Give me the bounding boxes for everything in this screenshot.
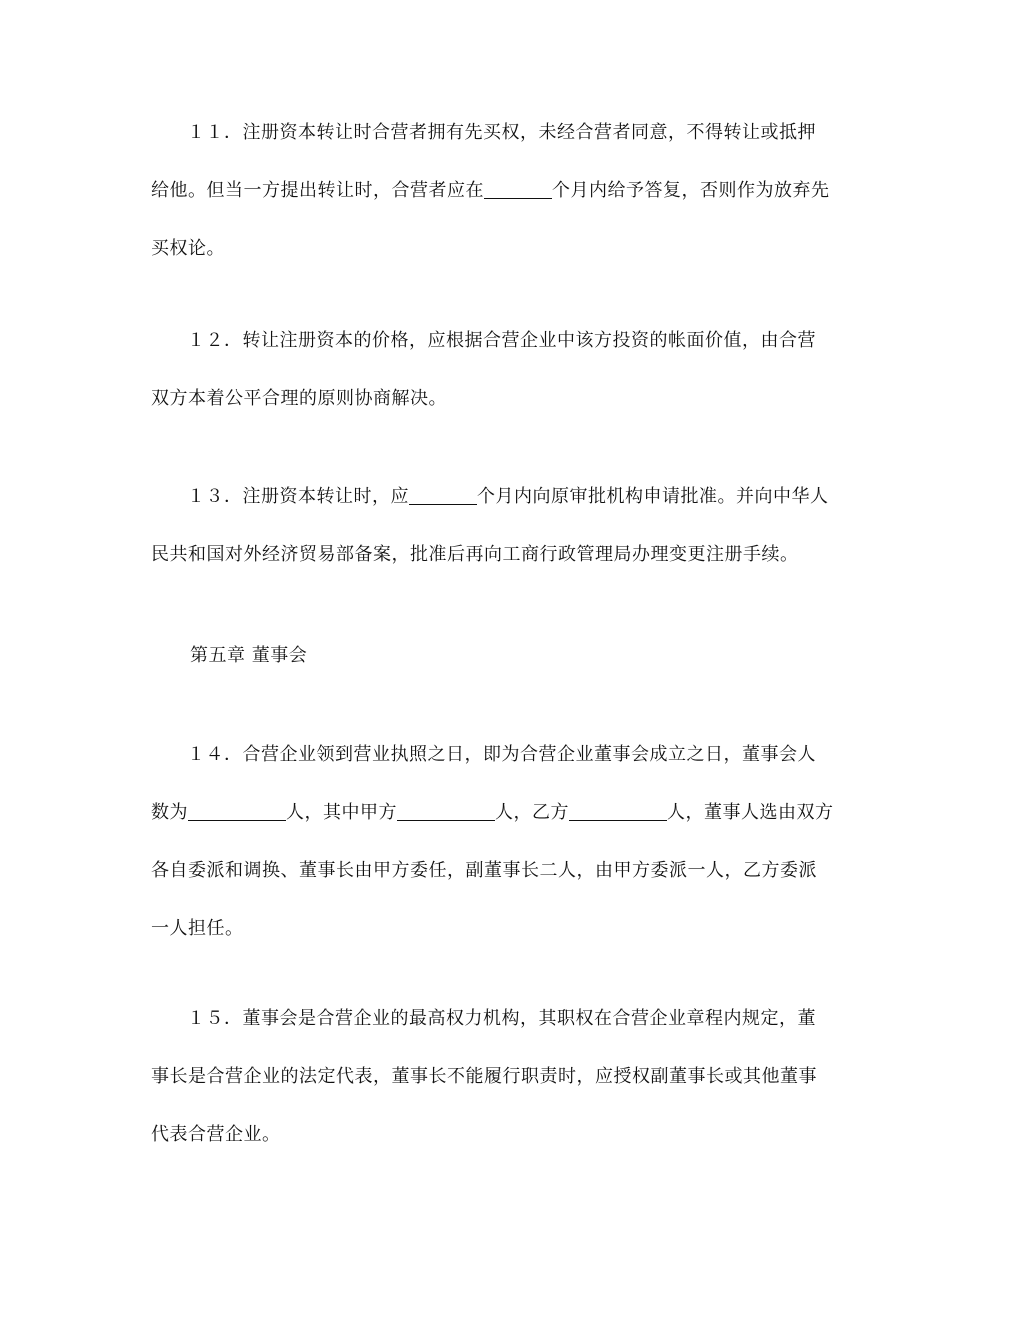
article-11-line-3: 买权论。 — [151, 238, 225, 259]
article-11-line-2-text-a: 给他。但当一方提出转让时，合营者应在 — [151, 180, 484, 201]
fill-in-blank-total-directors — [188, 802, 286, 821]
article-14-line-2-text-b: 人，其中甲方 — [286, 802, 397, 823]
article-14-line-2-text-d: 人，董事人选由双方 — [667, 802, 834, 823]
article-15-line-3: 代表合营企业。 — [151, 1124, 281, 1145]
article-14-line-2 — [151, 784, 881, 842]
article-13-line-1 — [151, 468, 881, 526]
article-15-line-2: 事长是合营企业的法定代表，董事长不能履行职责时，应授权副董事长或其他董事 — [151, 1066, 817, 1087]
fill-in-blank-months — [409, 486, 477, 505]
article-12 — [151, 312, 881, 428]
article-11-line-1: １１．注册资本转让时合营者拥有先买权，未经合营者同意，不得转让或抵押 — [187, 122, 816, 143]
chapter-heading: 第五章 董事会 — [190, 645, 308, 666]
article-11-line-2 — [151, 162, 881, 220]
article-14-line-2-text-c: 人，乙方 — [495, 802, 569, 823]
article-15 — [151, 990, 881, 1164]
article-12-line-1: １２．转让注册资本的价格，应根据合营企业中该方投资的帐面价值，由合营 — [187, 330, 816, 351]
article-13 — [151, 468, 881, 584]
fill-in-blank-party-a-directors — [397, 802, 495, 821]
fill-in-blank-months — [484, 180, 552, 199]
article-11-line-2-text-b: 个月内给予答复，否则作为放弃先 — [552, 180, 830, 201]
article-14 — [151, 726, 881, 958]
article-13-line-2: 民共和国对外经济贸易部备案，批准后再向工商行政管理局办理变更注册手续。 — [151, 544, 799, 565]
article-14-line-2-text-a: 数为 — [151, 802, 188, 823]
article-14-line-3: 各自委派和调换、董事长由甲方委任，副董事长二人，由甲方委派一人，乙方委派 — [151, 860, 817, 881]
article-14-line-4: 一人担任。 — [151, 918, 244, 939]
article-13-line-1-text-b: 个月内向原审批机构申请批准。并向中华人 — [477, 486, 829, 507]
fill-in-blank-party-b-directors — [569, 802, 667, 821]
article-15-line-1: １５．董事会是合营企业的最高权力机构，其职权在合营企业章程内规定，董 — [187, 1008, 816, 1029]
article-12-line-2: 双方本着公平合理的原则协商解决。 — [151, 388, 447, 409]
article-14-line-1: １４．合营企业领到营业执照之日，即为合营企业董事会成立之日，董事会人 — [187, 744, 816, 765]
article-11 — [151, 104, 881, 278]
article-13-line-1-text-a: １３．注册资本转让时，应 — [187, 486, 409, 507]
